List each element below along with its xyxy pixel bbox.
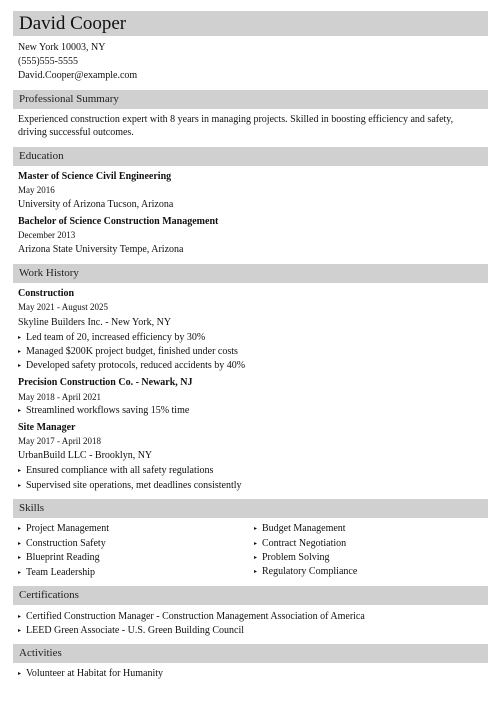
contact-phone: (555)555-5555 bbox=[18, 56, 78, 67]
job-dates: May 2021 - August 2025 bbox=[18, 302, 108, 312]
section-header-work bbox=[13, 264, 488, 283]
bullet-icon: ▸ bbox=[18, 628, 22, 634]
section-header-summary bbox=[13, 90, 488, 109]
contact-email: David.Cooper@example.com bbox=[18, 70, 138, 81]
job-bullet bbox=[18, 331, 205, 345]
skill-text: Team Leadership bbox=[26, 567, 95, 578]
bullet-icon: ▸ bbox=[18, 335, 22, 341]
skill-text: Regulatory Compliance bbox=[262, 566, 358, 577]
skill-item bbox=[18, 522, 109, 536]
candidate-name: David Cooper bbox=[19, 13, 127, 34]
job-bullet bbox=[18, 404, 189, 418]
section-header-certifications bbox=[13, 586, 488, 605]
job-dates: May 2017 - April 2018 bbox=[18, 436, 101, 446]
job-bullet bbox=[18, 345, 238, 359]
skill-text: Contract Negotiation bbox=[262, 538, 347, 549]
bullet-icon: ▸ bbox=[18, 570, 22, 576]
skill-item bbox=[254, 565, 357, 579]
skill-text: Project Management bbox=[26, 523, 110, 534]
bullet-icon: ▸ bbox=[254, 569, 258, 575]
education-degree: Master of Science Civil Engineering bbox=[18, 171, 172, 182]
section-header-activities bbox=[13, 644, 488, 663]
bullet-text: Streamlined workflows saving 15% time bbox=[26, 405, 190, 416]
bullet-text: Ensured compliance with all safety regulations bbox=[26, 465, 214, 476]
section-header-skills bbox=[13, 499, 488, 518]
summary-text: Experienced construction expert with 8 years in managing projects. Skilled in boosting efficiency and safety, driving successful outcomes. bbox=[18, 114, 454, 138]
education-degree: Bachelor of Science Construction Management bbox=[18, 216, 219, 227]
section-title: Skills bbox=[19, 502, 45, 514]
certification-text: LEED Green Associate - U.S. Green Building Council bbox=[26, 625, 245, 636]
skill-item bbox=[18, 566, 95, 580]
bullet-text: Supervised site operations, met deadlines consistently bbox=[26, 480, 242, 491]
skill-item bbox=[254, 522, 346, 536]
bullet-icon: ▸ bbox=[18, 671, 22, 677]
activity-item bbox=[18, 667, 163, 681]
education-date: December 2013 bbox=[18, 230, 76, 240]
skill-text: Blueprint Reading bbox=[26, 552, 100, 563]
name-banner bbox=[13, 11, 488, 36]
skill-item bbox=[18, 537, 106, 551]
bullet-icon: ▸ bbox=[18, 614, 22, 620]
education-school: University of Arizona Tucson, Arizona bbox=[18, 199, 174, 210]
skill-text: Budget Management bbox=[262, 523, 346, 534]
certification-item bbox=[18, 624, 244, 638]
skill-item bbox=[254, 551, 330, 565]
bullet-text: Led team of 20, increased efficiency by 30% bbox=[26, 332, 206, 343]
job-dates: May 2018 - April 2021 bbox=[18, 392, 101, 402]
section-title: Work History bbox=[19, 267, 79, 279]
skill-text: Problem Solving bbox=[262, 552, 330, 563]
section-title: Professional Summary bbox=[19, 93, 119, 105]
skill-text: Construction Safety bbox=[26, 538, 106, 549]
job-title: Construction bbox=[18, 288, 75, 299]
job-title: Site Manager bbox=[18, 422, 76, 433]
section-title: Education bbox=[19, 150, 64, 162]
bullet-icon: ▸ bbox=[18, 349, 22, 355]
job-company: UrbanBuild LLC - Brooklyn, NY bbox=[18, 450, 153, 461]
bullet-icon: ▸ bbox=[18, 468, 22, 474]
activity-text: Volunteer at Habitat for Humanity bbox=[26, 668, 164, 679]
skill-item bbox=[254, 537, 346, 551]
section-title: Activities bbox=[19, 647, 62, 659]
bullet-icon: ▸ bbox=[18, 483, 22, 489]
bullet-icon: ▸ bbox=[254, 541, 258, 547]
bullet-icon: ▸ bbox=[18, 408, 22, 414]
certification-text: Certified Construction Manager - Construction Management Association of America bbox=[26, 611, 365, 622]
education-school: Arizona State University Tempe, Arizona bbox=[18, 244, 184, 255]
education-date: May 2016 bbox=[18, 185, 55, 195]
job-bullet bbox=[18, 479, 242, 493]
section-title: Certifications bbox=[19, 589, 79, 601]
job-bullet bbox=[18, 464, 213, 478]
job-bullet bbox=[18, 359, 245, 373]
bullet-text: Developed safety protocols, reduced accidents by 40% bbox=[26, 360, 246, 371]
certification-item bbox=[18, 610, 365, 624]
bullet-icon: ▸ bbox=[18, 555, 22, 561]
bullet-icon: ▸ bbox=[18, 541, 22, 547]
skill-item bbox=[18, 551, 100, 565]
job-title: Precision Construction Co. - Newark, NJ bbox=[18, 377, 193, 388]
job-company: Skyline Builders Inc. - New York, NY bbox=[18, 317, 172, 328]
bullet-icon: ▸ bbox=[254, 555, 258, 561]
section-header-education bbox=[13, 147, 488, 166]
bullet-icon: ▸ bbox=[18, 363, 22, 369]
bullet-text: Managed $200K project budget, finished under costs bbox=[26, 346, 238, 357]
bullet-icon: ▸ bbox=[18, 526, 22, 532]
contact-address: New York 10003, NY bbox=[18, 42, 106, 53]
bullet-icon: ▸ bbox=[254, 526, 258, 532]
